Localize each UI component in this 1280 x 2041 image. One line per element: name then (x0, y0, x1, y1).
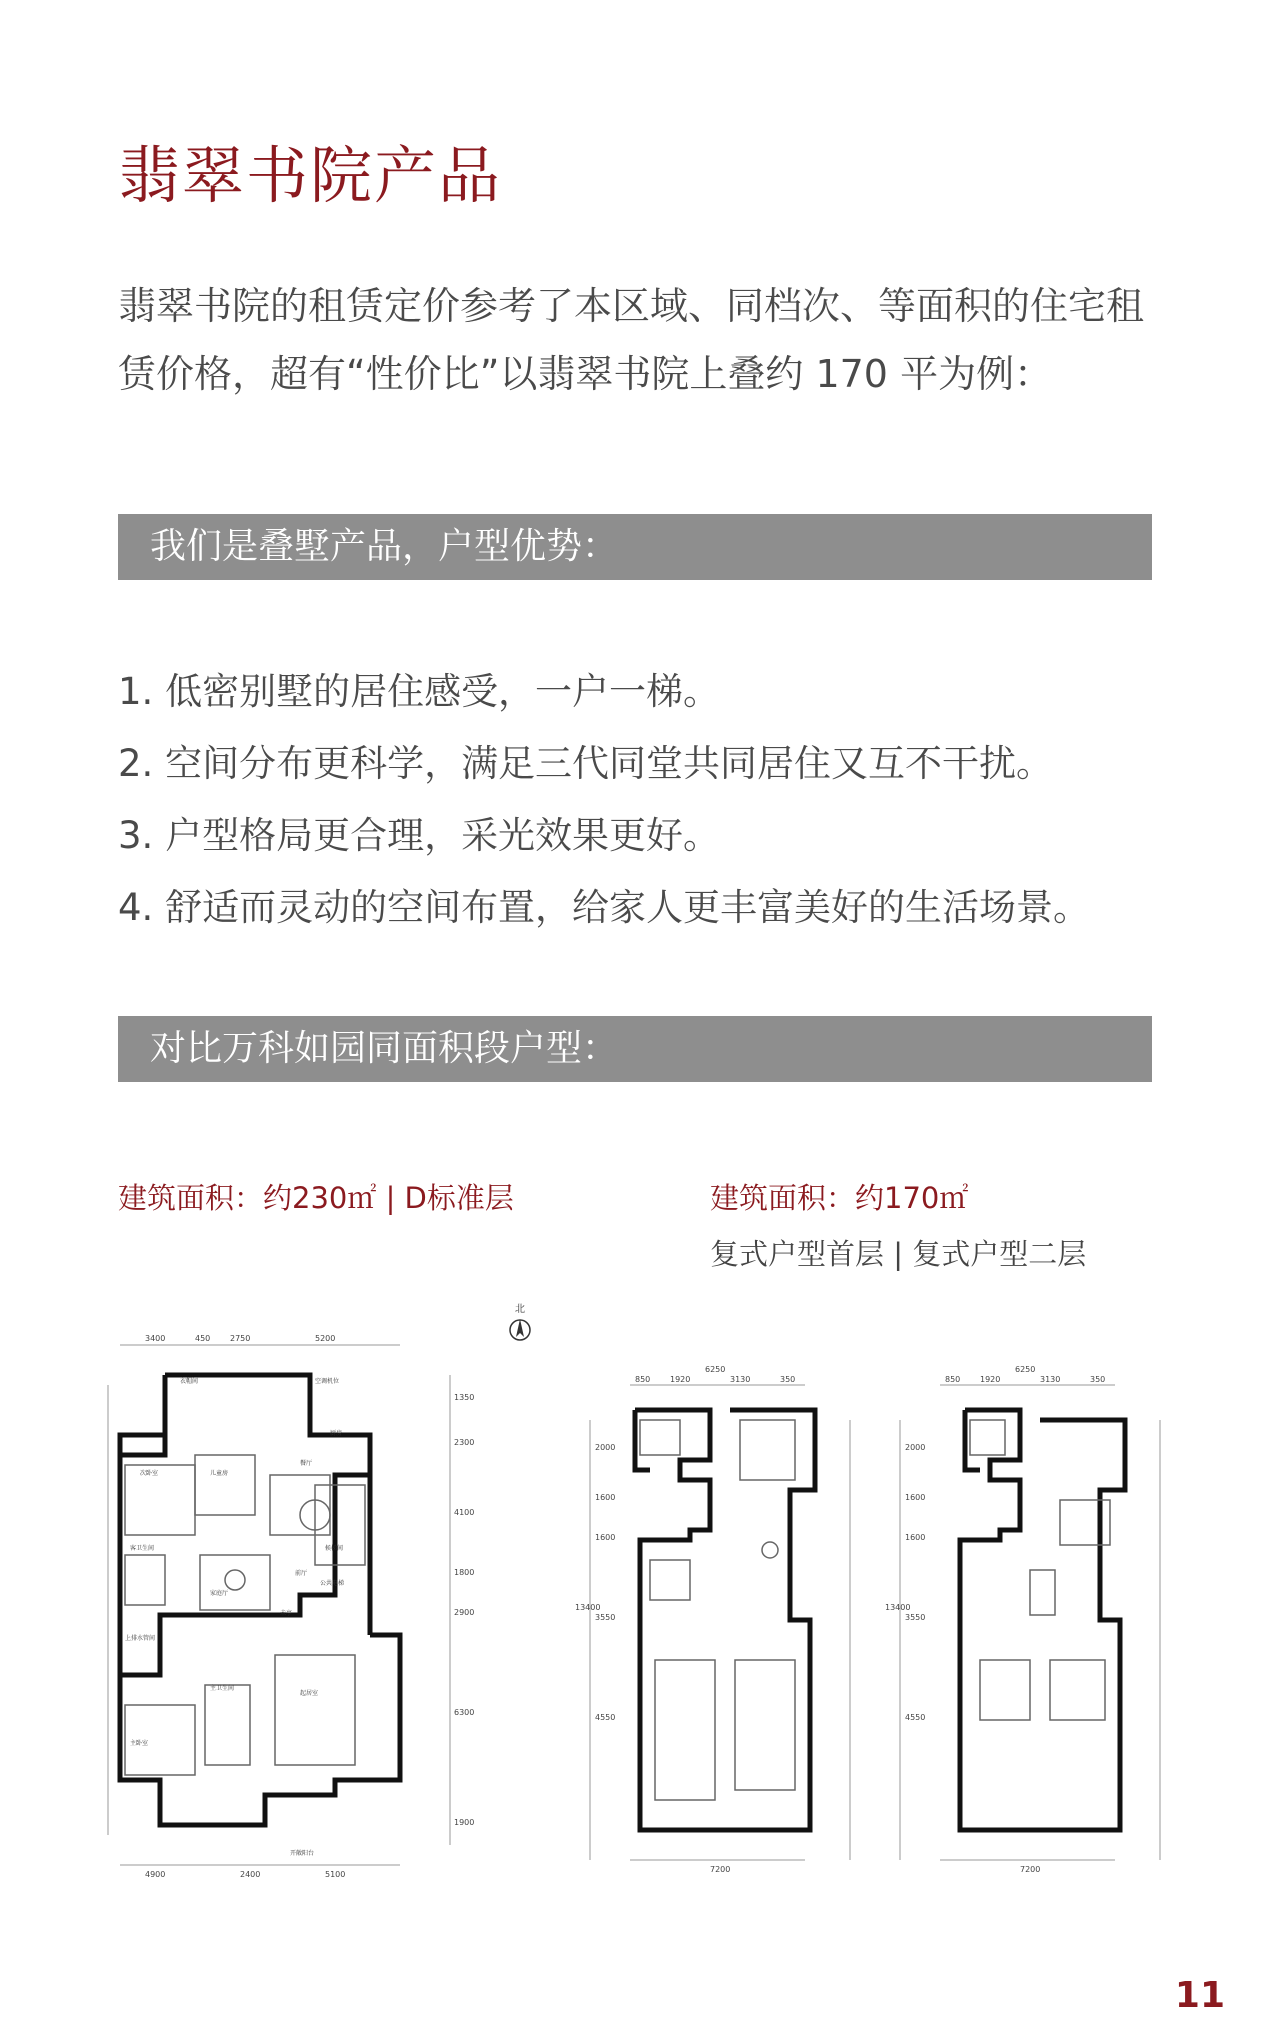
dim-label: 2750 (230, 1334, 251, 1343)
floor-plan-second-drawing (880, 1360, 1180, 1880)
room-label: 客卫生间 (130, 1545, 155, 1552)
room-label: 开敞阳台 (290, 1850, 315, 1857)
dim-label: 13400 (885, 1603, 911, 1612)
dim-label: 6250 (1015, 1365, 1036, 1374)
room-label: 公共电梯 (320, 1580, 345, 1587)
floor-plan-d-standard (100, 1325, 480, 1885)
room-label: 未亭 (280, 1610, 293, 1617)
room-label: 家庭厅 (210, 1590, 229, 1597)
dim-label: 850 (635, 1375, 651, 1384)
dim-label: 1600 (595, 1493, 616, 1502)
floor-plan-duplex-second-floor (880, 1360, 1180, 1880)
dim-label: 1600 (595, 1533, 616, 1542)
room-label: 衣帽间 (180, 1378, 199, 1385)
dim-label: 1800 (454, 1568, 475, 1577)
list-item: 1. 低密别墅的居住感受，一户一梯。 (118, 670, 721, 713)
room-label: 主卫生间 (210, 1685, 235, 1692)
dim-label: 6300 (454, 1708, 475, 1717)
dim-label: 3550 (905, 1613, 926, 1622)
room-label: 餐厅 (300, 1460, 313, 1467)
dim-label: 1350 (454, 1393, 475, 1402)
dim-label: 450 (195, 1334, 211, 1343)
room-label: 主卧室 (130, 1740, 149, 1747)
room-label: 起居室 (300, 1690, 319, 1697)
dim-label: 3130 (1040, 1375, 1061, 1384)
dim-label: 350 (780, 1375, 796, 1384)
right-plan-subcaption: 复式户型首层 | 复式户型二层 (710, 1237, 1087, 1271)
floor-plan-first-drawing (570, 1360, 870, 1880)
dim-label: 2300 (454, 1438, 475, 1447)
dim-label: 3130 (730, 1375, 751, 1384)
dim-label: 1920 (980, 1375, 1001, 1384)
dim-label: 2400 (240, 1870, 261, 1879)
left-plan-caption: 建筑面积：约230㎡ | D标准层 (118, 1181, 514, 1215)
dim-label: 2000 (905, 1443, 926, 1452)
section-header-comparison: 对比万科如园同面积段户型： (118, 1016, 1152, 1082)
advantages-list (118, 656, 1090, 944)
dim-label: 1600 (905, 1533, 926, 1542)
right-plan-caption: 建筑面积：约170㎡ (710, 1181, 969, 1215)
room-label: 空调机位 (315, 1378, 340, 1385)
dim-label: 2000 (595, 1443, 616, 1452)
list-item: 2. 空间分布更科学，满足三代同堂共同居住又互不干扰。 (118, 742, 1054, 785)
dim-label: 2900 (454, 1608, 475, 1617)
dim-label: 1600 (905, 1493, 926, 1502)
list-item: 4. 舒适而灵动的空间布置，给家人更丰富美好的生活场景。 (118, 886, 1091, 929)
page-number: 11 (1174, 1975, 1225, 2016)
list-item: 3. 户型格局更合理，采光效果更好。 (118, 814, 721, 857)
dim-label: 4550 (905, 1713, 926, 1722)
dim-label: 4900 (145, 1870, 166, 1879)
dim-label: 4100 (454, 1508, 475, 1517)
room-label: 厨房 (330, 1430, 343, 1437)
section-header-advantages: 我们是叠墅产品，户型优势： (118, 514, 1152, 580)
dim-label: 13400 (575, 1603, 601, 1612)
compass-label: 北 (515, 1304, 525, 1315)
dim-label: 3400 (145, 1334, 166, 1343)
north-compass-icon (505, 1300, 535, 1348)
dim-label: 5200 (315, 1334, 336, 1343)
dim-label: 1900 (454, 1818, 475, 1827)
room-label: 候梯间 (325, 1545, 344, 1552)
room-label: 前厅 (295, 1570, 308, 1577)
dim-label: 4550 (595, 1713, 616, 1722)
dim-label: 7200 (1020, 1865, 1041, 1874)
room-label: 儿童房 (210, 1470, 229, 1477)
room-label: 次卧室 (140, 1470, 159, 1477)
floor-plan-duplex-first-floor (570, 1360, 870, 1880)
dim-label: 1920 (670, 1375, 691, 1384)
page-title: 翡翠书院产品 (118, 139, 503, 212)
dim-label: 7200 (710, 1865, 731, 1874)
dim-label: 5100 (325, 1870, 346, 1879)
dim-label: 3550 (595, 1613, 616, 1622)
dim-label: 6250 (705, 1365, 726, 1374)
dim-label: 350 (1090, 1375, 1106, 1384)
dim-label: 850 (945, 1375, 961, 1384)
intro-paragraph: 翡翠书院的租赁定价参考了本区域、同档次、等面积的住宅租赁价格，超有“性价比”以翡翠书院上叠约 170 平为例： (118, 284, 1145, 396)
floor-plan-d-drawing (100, 1325, 480, 1885)
room-label: 上排水管间 (125, 1635, 156, 1642)
